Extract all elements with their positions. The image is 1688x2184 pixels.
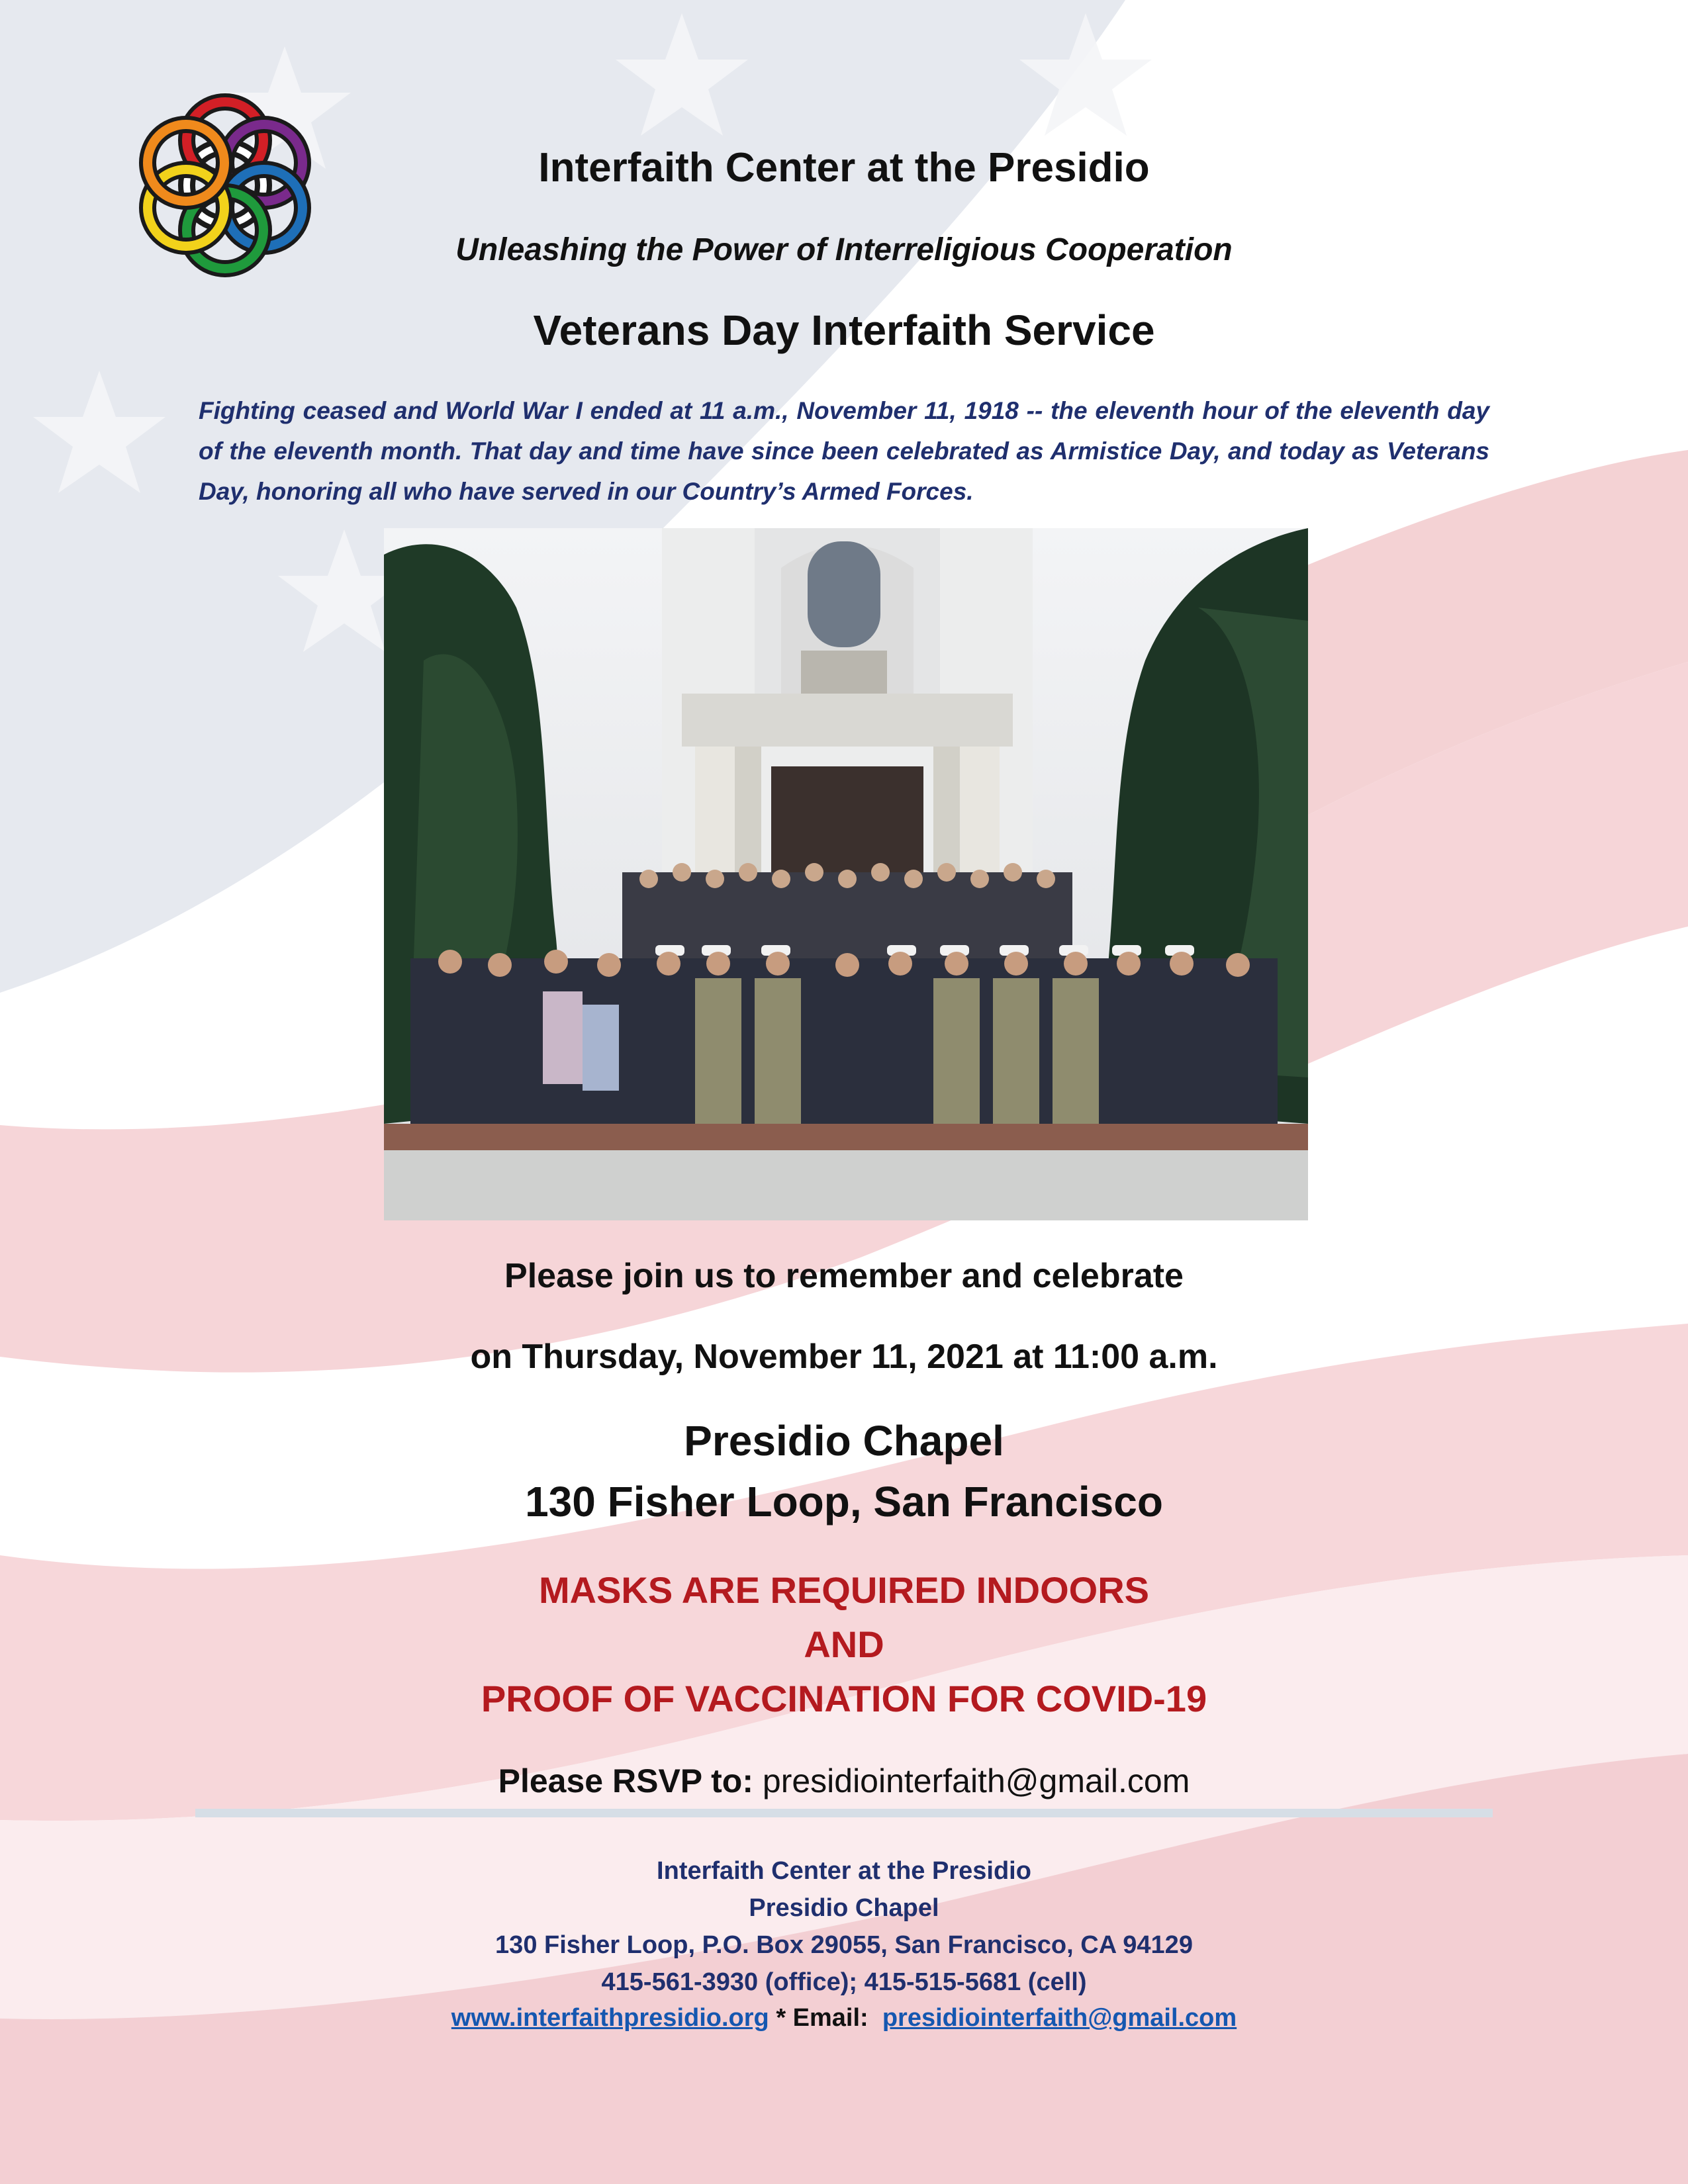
footer-chapel: Presidio Chapel: [749, 1894, 939, 1922]
footer-separator: * Email:: [769, 2004, 882, 2032]
notice-vaccination: PROOF OF VACCINATION FOR COVID-19: [481, 1678, 1207, 1719]
tagline: Unleashing the Power of Interreligious Cooperation: [455, 232, 1233, 267]
notice-and: AND: [804, 1623, 884, 1665]
venue-name: Presidio Chapel: [684, 1417, 1004, 1465]
notice-masks: MASKS ARE REQUIRED INDOORS: [538, 1569, 1149, 1611]
org-title: Interfaith Center at the Presidio: [538, 145, 1150, 191]
invitation-line-1: Please join us to remember and celebrate: [504, 1257, 1184, 1295]
website-link[interactable]: www.interfaithpresidio.org: [451, 2004, 769, 2032]
footer-address: 130 Fisher Loop, P.O. Box 29055, San Francisco, CA 94129: [495, 1931, 1193, 1959]
rsvp-label: Please RSVP to:: [498, 1762, 753, 1799]
rsvp-line: [0, 1762, 1688, 1800]
footer-phones: 415-561-3930 (office); 415-515-5681 (cell): [601, 1968, 1087, 1996]
group-photo-chapel-steps: [384, 528, 1308, 1220]
venue-address: 130 Fisher Loop, San Francisco: [525, 1478, 1163, 1525]
rsvp-email: presidiointerfaith@gmail.com: [762, 1762, 1190, 1799]
email-link[interactable]: presidiointerfaith@gmail.com: [882, 2004, 1237, 2032]
footer-org: Interfaith Center at the Presidio: [657, 1857, 1031, 1885]
intro-paragraph: Fighting ceased and World War I ended at 11 a.m., November 11, 1918 -- the eleventh hour of the eleventh day of the eleventh month. That day and time have since been celebrated as Armistice Day, and today as Veterans Day, honoring all who have served in our Country’s Armed Forces.: [199, 397, 1489, 505]
divider: [195, 1809, 1493, 1817]
footer-links: [0, 2004, 1688, 2032]
invitation-date-time: on Thursday, November 11, 2021 at 11:00 a.m.: [470, 1338, 1218, 1376]
event-title: Veterans Day Interfaith Service: [533, 306, 1155, 354]
